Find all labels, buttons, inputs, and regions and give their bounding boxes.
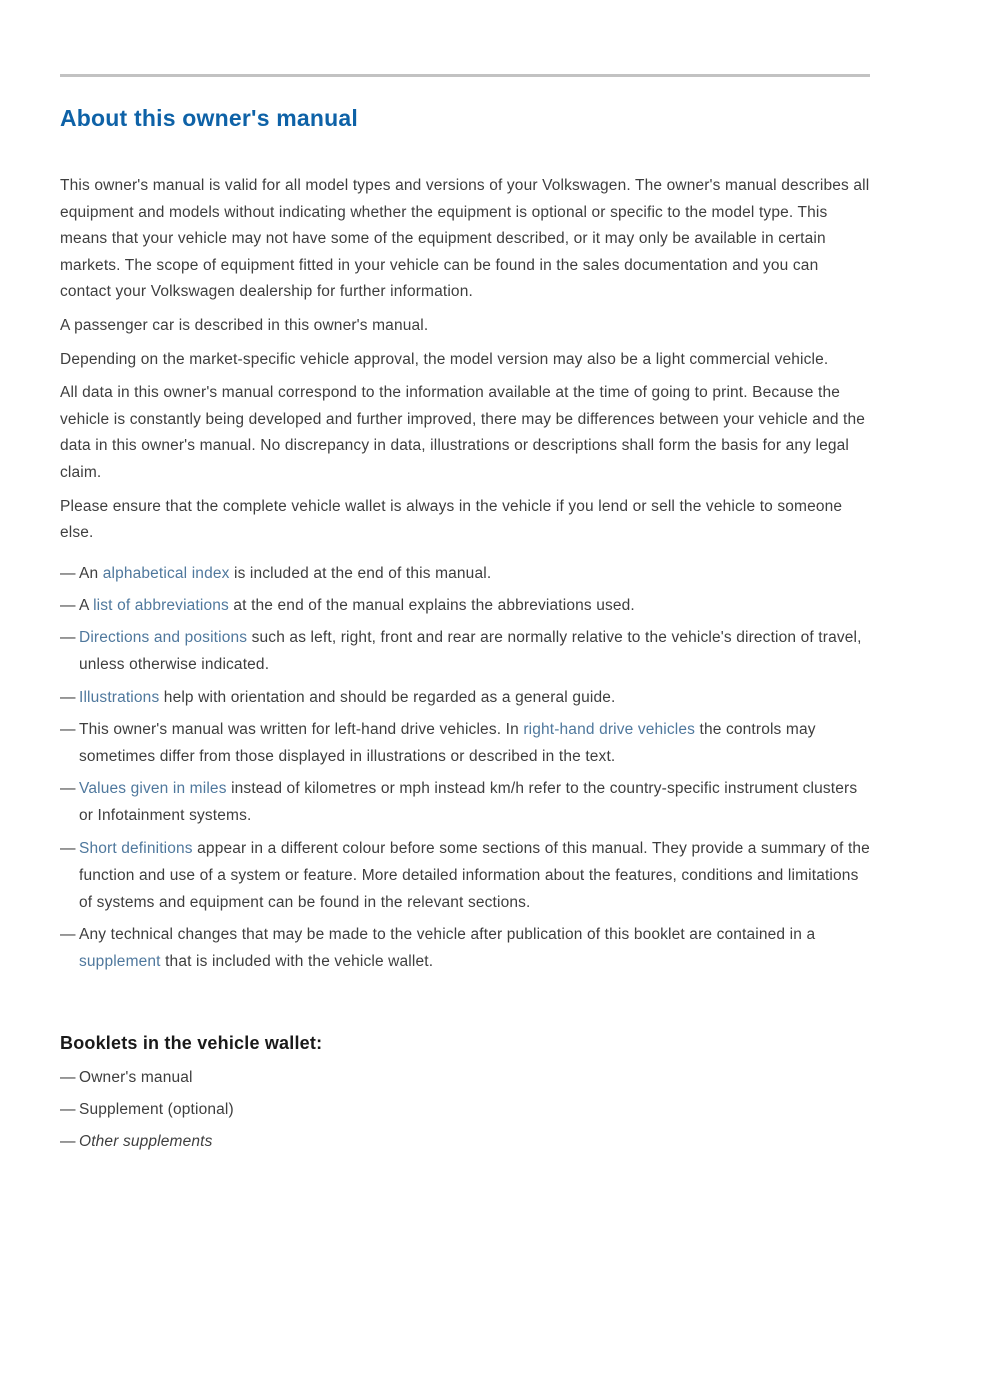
- list-item: [60, 1064, 870, 1091]
- list-text: instead of kilometres or mph instead km/h refer to the country-specific instrument clusters or Infotainment systems.: [79, 780, 858, 825]
- list-text: is included at the end of this manual.: [229, 564, 492, 582]
- list-item: [60, 592, 870, 619]
- inline-link[interactable]: supplement: [79, 953, 161, 971]
- intro-paragraphs: [60, 173, 870, 547]
- inline-link[interactable]: Illustrations: [79, 688, 160, 706]
- dash-bullet: —: [60, 629, 76, 647]
- list-item: [60, 684, 870, 711]
- page-title: About this owner's manual: [60, 105, 358, 131]
- list-text: Supplement (optional): [79, 1100, 234, 1118]
- list-item: [60, 775, 870, 829]
- inline-link[interactable]: alphabetical index: [102, 564, 230, 582]
- dash-bullet: —: [60, 1100, 76, 1118]
- list-item: [60, 1128, 870, 1155]
- dash-bullet: —: [60, 1068, 76, 1086]
- dash-bullet: —: [60, 596, 76, 614]
- inline-link[interactable]: list of abbreviations: [93, 596, 229, 614]
- dash-bullet: —: [60, 926, 76, 944]
- booklets-list: [60, 1064, 870, 1156]
- list-text: Owner's manual: [79, 1068, 193, 1086]
- list-text: that is included with the vehicle wallet.: [160, 953, 434, 971]
- booklets-heading: Booklets in the vehicle wallet:: [60, 1032, 323, 1053]
- list-text: Any technical changes that may be made to the vehicle after publication of this booklet are contained in a: [79, 926, 816, 944]
- paragraph: Depending on the market-specific vehicle approval, the model version may also be a light commercial vehicle.: [60, 350, 829, 368]
- list-item: [60, 624, 870, 678]
- list-text: This owner's manual was written for left-hand drive vehicles. In: [79, 720, 524, 738]
- paragraph: All data in this owner's manual correspond to the information available at the time of going to print. Because the vehicle is constantly being developed and further improved, there may be differences between your vehicle and the data in this owner's manual. No discrepancy in data, illustrations or descriptions shall form the basis for any legal claim.: [60, 384, 866, 481]
- list-text: help with orientation and should be regarded as a general guide.: [159, 688, 616, 706]
- list-text: the controls may sometimes differ from those displayed in illustrations or described in the text.: [79, 720, 816, 765]
- list-text: such as left, right, front and rear are normally relative to the vehicle's direction of travel, unless otherwise indicated.: [79, 629, 862, 674]
- dash-bullet: —: [60, 688, 76, 706]
- dash-bullet: —: [60, 780, 76, 798]
- inline-link[interactable]: right-hand drive vehicles: [523, 720, 696, 738]
- dash-bullet: —: [60, 839, 76, 857]
- dash-bullet: —: [60, 564, 76, 582]
- inline-link[interactable]: Short definitions: [79, 839, 193, 857]
- paragraph: A passenger car is described in this owner's manual.: [60, 316, 429, 334]
- notes-list: [60, 560, 870, 976]
- dash-bullet: —: [60, 720, 76, 738]
- dash-bullet: —: [60, 1132, 76, 1150]
- top-divider: [60, 74, 870, 77]
- list-text: An: [79, 564, 103, 582]
- paragraph: Please ensure that the complete vehicle wallet is always in the vehicle if you lend or sell the vehicle to someone else.: [60, 497, 843, 542]
- paragraph: This owner's manual is valid for all model types and versions of your Volkswagen. The owner's manual describes all equipment and models without indicating whether the equipment is optional or specific to the model type. This means that your vehicle may not have some of the equipment described, or it may only be available in certain markets. The scope of equipment fitted in your vehicle can be found in the sales documentation and you can contact your Volkswagen dealership for further information.: [60, 177, 870, 301]
- page-content: [60, 0, 870, 1160]
- list-text: Other supplements: [79, 1132, 213, 1150]
- list-item: [60, 560, 870, 587]
- list-text: A: [79, 596, 94, 614]
- list-item: [60, 921, 870, 975]
- inline-link[interactable]: Directions and positions: [79, 629, 248, 647]
- list-text: appear in a different colour before some sections of this manual. They provide a summary of the function and use of a system or feature. More detailed information about the features, conditions and limitations of systems and equipment can be found in the relevant sections.: [79, 839, 870, 911]
- list-item: [60, 716, 870, 770]
- list-item: [60, 1096, 870, 1123]
- inline-link[interactable]: Values given in miles: [79, 780, 227, 798]
- list-item: [60, 835, 870, 917]
- list-text: at the end of the manual explains the abbreviations used.: [228, 596, 635, 614]
